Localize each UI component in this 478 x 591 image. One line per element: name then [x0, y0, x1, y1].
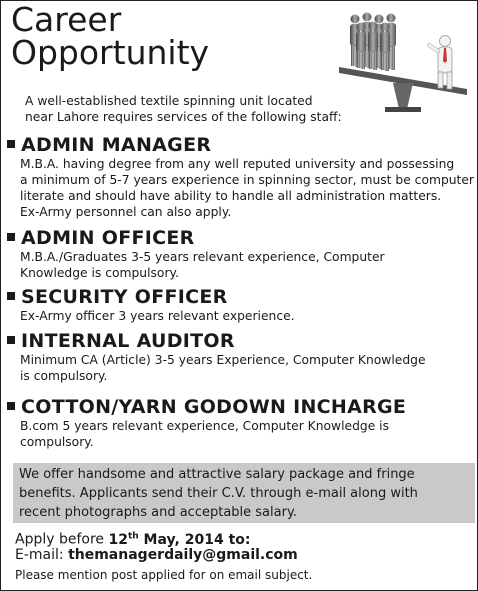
- offer-box: [13, 463, 475, 523]
- page-title: [11, 0, 210, 72]
- bullet-icon: [7, 140, 15, 148]
- position-heading: [7, 286, 295, 308]
- position-title: COTTON/YARN GODOWN INCHARGE: [21, 396, 407, 418]
- description-line: Ex-Army personnel can also apply.: [20, 205, 232, 219]
- position-title: ADMIN OFFICER: [21, 227, 195, 249]
- intro-line: near Lahore requires services of the following staff:: [25, 110, 342, 124]
- description-line: Knowledge is compulsory.: [20, 266, 179, 280]
- description-line: literate and should have ability to handle all administration matters.: [20, 189, 442, 203]
- description-line: Minimum CA (Article) 3-5 years Experience, Computer Knowledge: [20, 353, 426, 367]
- bullet-icon: [7, 336, 15, 344]
- footer-note: Please mention post applied for on email subject.: [15, 568, 313, 582]
- offer-line: benefits. Applicants send their C.V. through e-mail along with: [19, 486, 418, 501]
- description-line: B.com 5 years relevant experience, Computer Knowledge is: [20, 419, 390, 433]
- email-address-link[interactable]: themanagerdaily@gmail.com: [68, 547, 298, 563]
- position-internal-auditor: [7, 330, 426, 384]
- intro-line: A well-established textile spinning unit located: [25, 94, 313, 108]
- bullet-icon: [7, 402, 15, 410]
- intro-text: [25, 93, 355, 125]
- bullet-icon: [7, 233, 15, 241]
- position-security-officer: [7, 286, 295, 324]
- apply-label: Apply before: [15, 531, 109, 548]
- description-line: compulsory.: [20, 435, 94, 449]
- position-heading: [7, 134, 474, 156]
- position-description: [20, 156, 474, 220]
- title-line-opportunity: Opportunity: [11, 33, 210, 72]
- apply-day: 12: [108, 531, 128, 548]
- bullet-icon: [7, 292, 15, 300]
- apply-date-rest: May, 2014 to:: [138, 531, 251, 548]
- position-heading: [7, 227, 385, 249]
- position-title: ADMIN MANAGER: [21, 134, 212, 156]
- offer-line: We offer handsome and attractive salary package and fringe: [19, 467, 415, 482]
- description-line: a minimum of 5-7 years experience in spinning sector, must be computer: [20, 173, 474, 187]
- description-line: M.B.A. having degree from any well reputed university and possessing: [20, 157, 455, 171]
- position-godown-incharge: [7, 396, 406, 450]
- position-heading: [7, 396, 406, 418]
- position-admin-manager: [7, 134, 474, 220]
- title-line-career: Career: [11, 0, 122, 39]
- position-title: SECURITY OFFICER: [21, 286, 228, 308]
- description-line: is compulsory.: [20, 369, 108, 383]
- position-description: [20, 352, 426, 384]
- position-title: INTERNAL AUDITOR: [21, 330, 235, 352]
- apply-day-suffix: th: [127, 531, 139, 541]
- position-description: [20, 418, 406, 450]
- position-description: [20, 249, 385, 281]
- position-admin-officer: [7, 227, 385, 281]
- position-description: [20, 308, 295, 324]
- description-line: Ex-Army officer 3 years relevant experience.: [20, 309, 295, 323]
- email-label: E-mail:: [15, 547, 69, 563]
- position-heading: [7, 330, 426, 352]
- offer-line: recent photographs and acceptable salary.: [19, 505, 297, 520]
- description-line: M.B.A./Graduates 3-5 years relevant experience, Computer: [20, 250, 385, 264]
- contact-email: [15, 546, 298, 564]
